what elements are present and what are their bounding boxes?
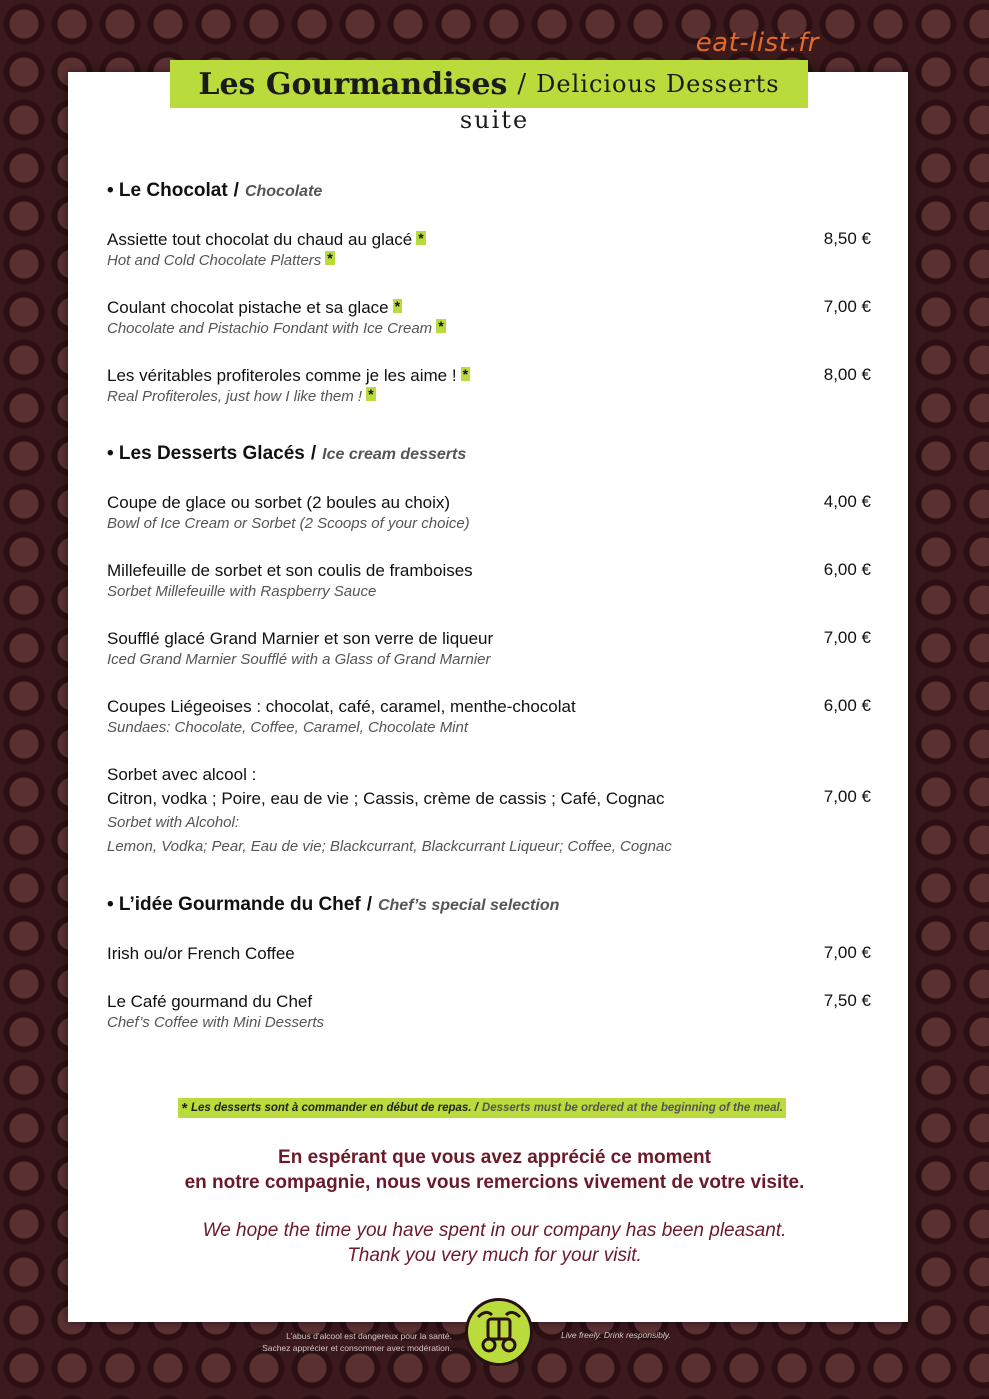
item-name: Coupes Liégeoises : chocolat, café, caramel, menthe-chocolat [107, 697, 576, 716]
item-name-english: Sorbet Millefeuille with Raspberry Sauce [107, 583, 377, 600]
restaurant-logo [465, 1298, 533, 1366]
menu-item [107, 560, 871, 602]
item-price: 7,50 € [823, 991, 871, 1010]
item-price: 7,00 € [823, 943, 871, 962]
section-title-separator: / [233, 180, 239, 201]
asterisk-marker: * [181, 1099, 187, 1117]
section-heading-chocolate [107, 180, 322, 202]
menu-item [107, 297, 871, 339]
item-name-english: Chef’s Coffee with Mini Desserts [107, 1014, 325, 1031]
item-name: Coupe de glace ou sorbet (2 boules au choix) [107, 493, 451, 512]
alcohol-warning [230, 1330, 452, 1354]
item-name: Le Café gourmand du Chef [107, 992, 313, 1011]
menu-item [107, 229, 871, 271]
section-title: • L’idée Gourmande du Chef [107, 894, 361, 915]
watermark: eat-list.fr [695, 28, 819, 58]
item-price: 7,00 € [823, 628, 871, 647]
item-price: 7,00 € [823, 297, 871, 316]
page-title: Les Gourmandises [198, 66, 508, 102]
item-name: Millefeuille de sorbet et son coulis de framboises [107, 561, 473, 580]
item-name: Les véritables profiteroles comme je les aime ! [107, 366, 457, 385]
item-price: 8,00 € [823, 365, 871, 384]
order-note [178, 1098, 786, 1118]
item-name-english: Sorbet with Alcohol: [107, 814, 240, 831]
asterisk-marker: * [462, 366, 469, 382]
section-heading-chef-selection [107, 894, 559, 916]
item-name: Assiette tout chocolat du chaud au glacé [107, 230, 413, 249]
asterisk-marker: * [418, 230, 424, 246]
asterisk-marker: * [368, 386, 374, 402]
thanks-line: en notre compagnie, nous vous remercions vivement de votre visite. [184, 1172, 805, 1193]
item-name-english: Iced Grand Marnier Soufflé with a Glass of Grand Marnier [107, 651, 491, 668]
section-title-english: Chef’s special selection [377, 897, 560, 914]
menu-item [107, 628, 871, 670]
title-banner [170, 60, 808, 108]
menu-item [107, 365, 871, 407]
thanks-line: Thank you very much for your visit. [347, 1245, 642, 1266]
thanks-message-english [0, 1218, 989, 1268]
order-note-english: Desserts must be ordered at the beginning of the meal. [481, 1102, 783, 1114]
menu-item [107, 696, 871, 738]
asterisk-marker: * [394, 298, 401, 314]
thanks-line: We hope the time you have spent in our company has been pleasant. [202, 1220, 787, 1241]
item-name: Irish ou/or French Coffee [107, 944, 295, 963]
alcohol-warning-line: Sachez apprécier et consommer avec modération. [262, 1343, 452, 1353]
section-title-english: Chocolate [244, 183, 323, 200]
item-price: 6,00 € [823, 696, 871, 715]
section-title-separator: / [366, 894, 372, 915]
section-title-english: Ice cream desserts [322, 446, 467, 463]
page-title-english: Delicious Desserts [536, 70, 780, 98]
section-heading-ice-cream [107, 443, 466, 465]
item-name-english-detail: Lemon, Vodka; Pear, Eau de vie; Blackcurrant, Blackcurrant Liqueur; Coffee, Cognac [107, 838, 672, 855]
item-price: 8,50 € [823, 229, 871, 248]
section-title-separator: / [310, 443, 317, 464]
item-price: 6,00 € [823, 560, 871, 579]
title-separator: / [517, 69, 527, 99]
menu-item [107, 492, 871, 534]
item-name: Coulant chocolat pistache et sa glace [107, 298, 389, 317]
section-title: • Le Chocolat [107, 180, 228, 201]
item-name-english: Sundaes: Chocolate, Coffee, Caramel, Chocolate Mint [107, 719, 469, 736]
asterisk-marker: * [327, 250, 333, 266]
asterisk-marker: * [438, 318, 444, 334]
order-note-french: Les desserts sont à commander en début de repas. / [190, 1102, 478, 1114]
section-title: • Les Desserts Glacés [107, 443, 305, 464]
alcohol-warning-line: L’abus d’alcool est dangereux pour la santé. [286, 1331, 452, 1341]
item-name-english: Bowl of Ice Cream or Sorbet (2 Scoops of your choice) [107, 515, 470, 532]
menu-item [107, 991, 871, 1033]
item-name: Soufflé glacé Grand Marnier et son verre de liqueur [107, 629, 494, 648]
page-subtitle: suite [459, 106, 530, 134]
carriage-icon [468, 1301, 530, 1363]
item-name-english: Hot and Cold Chocolate Platters [107, 252, 322, 269]
thanks-line: En espérant que vous avez apprécié ce moment [278, 1147, 711, 1168]
menu-item [107, 763, 871, 859]
item-name-english: Real Profiteroles, just how I like them ! [107, 388, 363, 405]
item-name: Sorbet avec alcool : [107, 765, 257, 784]
responsible-drinking-slogan: Live freely. Drink responsibly. [561, 1330, 671, 1340]
item-price: 4,00 € [823, 492, 871, 511]
item-name-detail: Citron, vodka ; Poire, eau de vie ; Cassis, crème de cassis ; Café, Cognac [107, 789, 665, 808]
item-name-english: Chocolate and Pistachio Fondant with Ice Cream [107, 320, 433, 337]
thanks-message-french [0, 1145, 989, 1195]
menu-item [107, 943, 871, 965]
item-price: 7,00 € [823, 787, 871, 806]
